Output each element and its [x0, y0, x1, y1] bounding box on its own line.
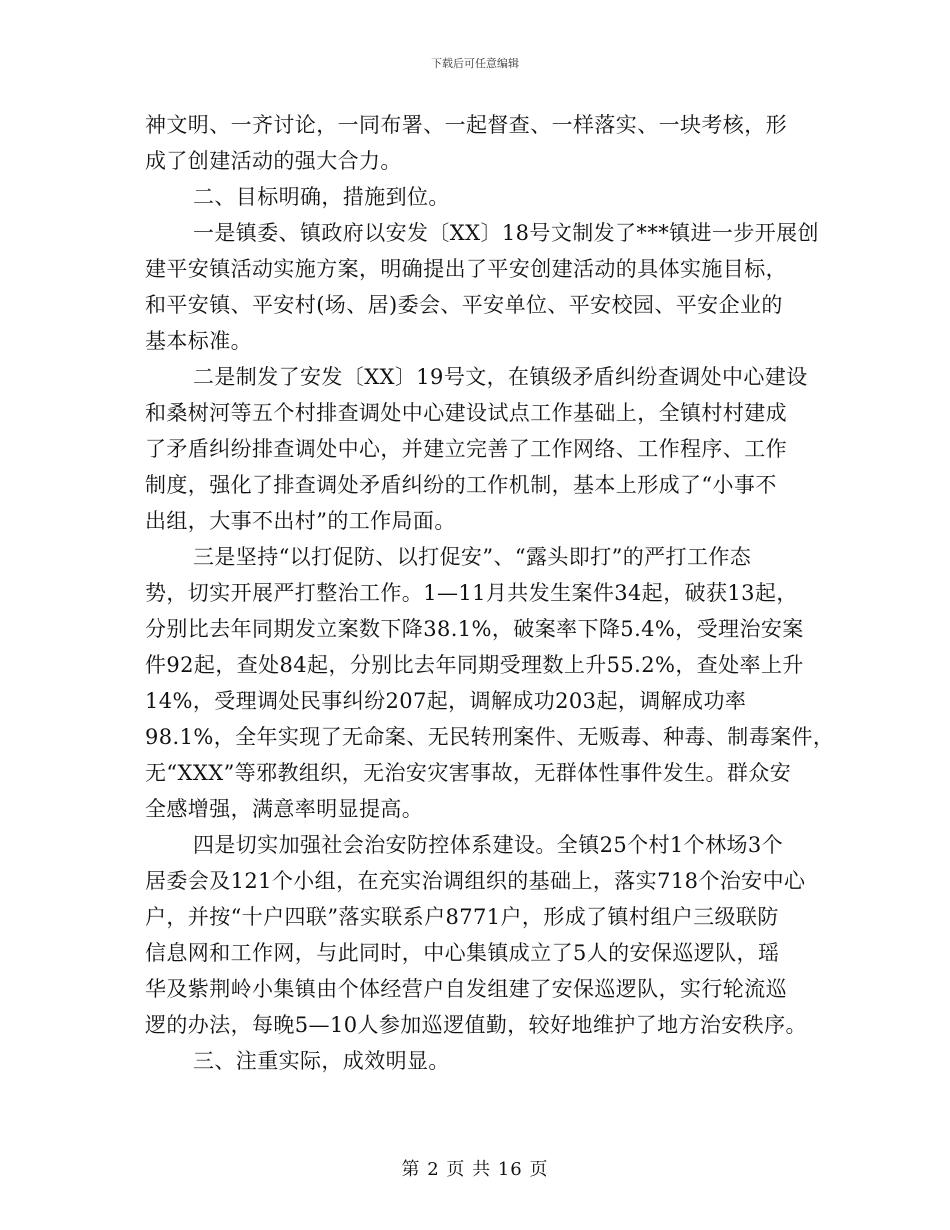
text-line: 二是制发了安发〔XX〕19号文，在镇级矛盾纠纷查调处中心建设: [193, 365, 808, 389]
text-line: 基本标准。: [145, 329, 252, 353]
text-line: 件92起，查处84起，分别比去年同期受理数上升55.2%，查处率上升: [145, 653, 804, 677]
text-line: 四是切实加强社会治安防控体系建设。全镇25个村1个林场3个: [193, 833, 784, 857]
text-line: 户，并按“十户四联”落实联系户8771户，形成了镇村组户三级联防: [145, 905, 779, 929]
section-heading: 二、目标明确，措施到位。: [193, 185, 450, 209]
text-line: 和桑树河等五个村排查调处中心建设试点工作基础上，全镇村村建成: [145, 401, 787, 425]
text-line: 出组，大事不出村”的工作局面。: [145, 509, 456, 533]
text-line: 华及紫荆岭小集镇由个体经营户自发组建了安保巡逻队，实行轮流巡: [145, 977, 787, 1001]
text-line: 全感增强，满意率明显提高。: [145, 797, 424, 821]
text-line: 一是镇委、镇政府以安发〔XX〕18号文制发了***镇进一步开展创: [193, 221, 819, 245]
text-line: 制度，强化了排查调处矛盾纠纷的工作机制，基本上形成了“小事不: [145, 473, 777, 497]
page-header: 下载后可任意编辑: [431, 57, 519, 70]
document-body: [145, 107, 835, 1079]
text-line: 14%，受理调处民事纠纷207起，调解成功203起，调解成功率: [145, 689, 747, 713]
text-line: 建平安镇活动实施方案，明确提出了平安创建活动的具体实施目标，: [145, 257, 787, 281]
text-line: 成了创建活动的强大合力。: [145, 149, 402, 173]
text-line: 和平安镇、平安村(场、居)委会、平安单位、平安校园、平安企业的: [145, 293, 783, 317]
text-line: 神文明、一齐讨论，一同布署、一起督查、一样落实、一块考核，形: [145, 113, 787, 137]
text-line: 逻的办法，每晚5—10人参加巡逻值勤，较好地维护了地方治安秩序。: [145, 1013, 807, 1037]
text-line: 居委会及121个小组，在充实治调组织的基础上，落实718个治安中心: [145, 869, 806, 893]
text-line: 分别比去年同期发立案数下降38.1%，破案率下降5.4%，受理治安案: [145, 617, 804, 641]
text-line: 了矛盾纠纷排查调处中心，并建立完善了工作网络、工作程序、工作: [145, 437, 787, 461]
text-line: 信息网和工作网，与此同时，中心集镇成立了5人的安保巡逻队，瑶: [145, 941, 780, 965]
page-number-footer: 第 2 页 共 16 页: [401, 1159, 549, 1180]
text-line: 98.1%，全年实现了无命案、无民转刑案件、无贩毒、种毒、制毒案件，: [145, 725, 835, 749]
text-line: 无“XXX”等邪教组织，无治安灾害事故，无群体性事件发生。群众安: [145, 761, 792, 785]
text-line: 三是坚持“以打促防、以打促安”、“露头即打”的严打工作态: [193, 545, 752, 569]
section-heading: 三、注重实际，成效明显。: [193, 1049, 450, 1073]
text-line: 势，切实开展严打整治工作。1—11月共发生案件34起，破获13起，: [145, 581, 798, 605]
